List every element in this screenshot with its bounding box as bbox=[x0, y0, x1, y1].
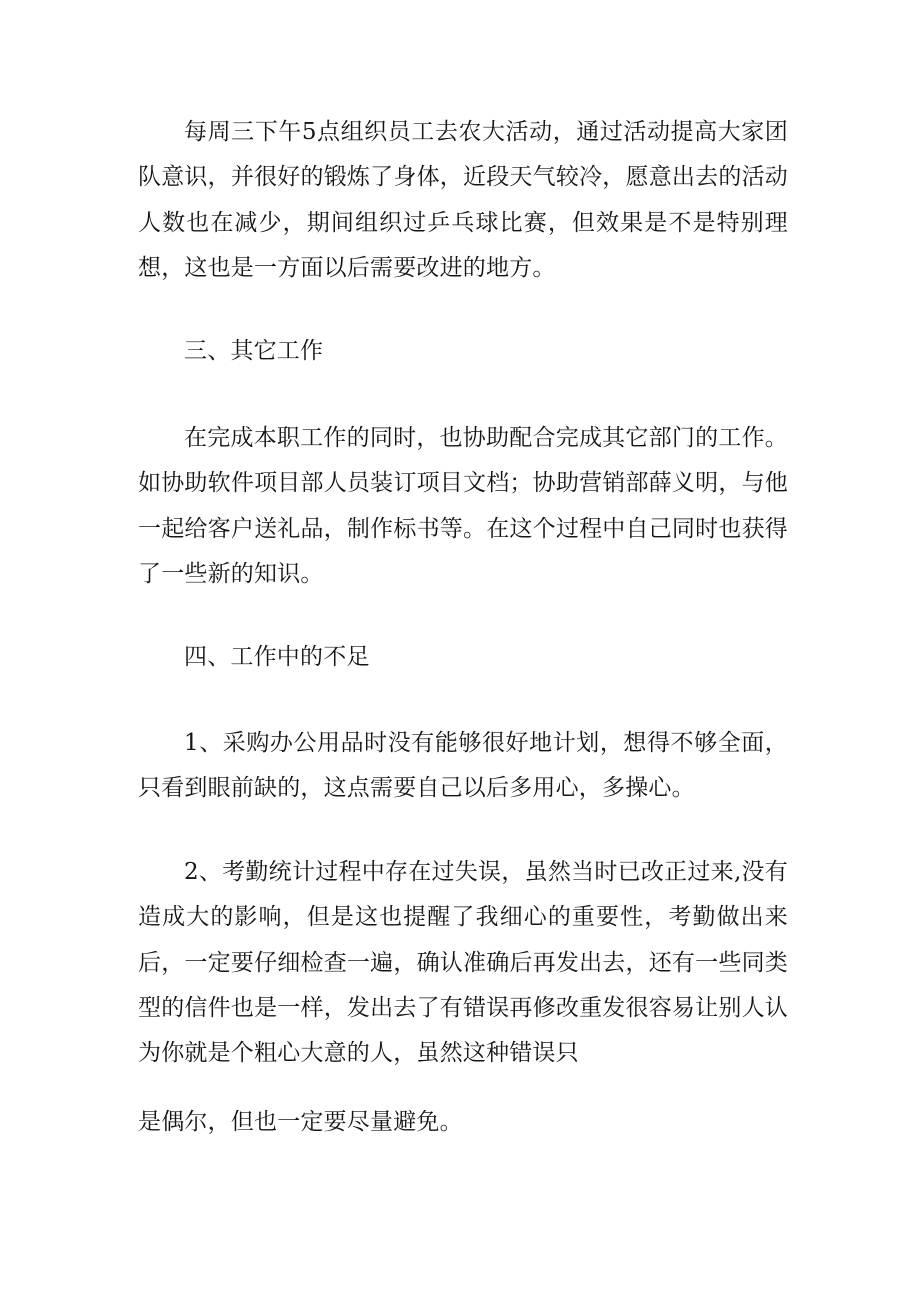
paragraph-other-work: 在完成本职工作的同时，也协助配合完成其它部门的工作。如协助软件项目部人员装订项目文档；协助营销部薛义明，与他一起给客户送礼品，制作标书等。在这个过程中自己同时也获得了一些新的知识。 bbox=[138, 425, 788, 587]
section-heading-shortcomings: 四、工作中的不足 bbox=[184, 644, 370, 670]
paragraph-shortcoming-1: 1、采购办公用品时没有能够很好地计划，想得不够全面，只看到眼前缺的，这点需要自己以后多用心，多操心。 bbox=[138, 730, 788, 802]
section-heading-other-work: 三、其它工作 bbox=[184, 338, 324, 364]
paragraph-continuation: 是偶尔，但也一定要尽量避免。 bbox=[138, 1109, 463, 1135]
paragraph-shortcoming-2: 2、考勤统计过程中存在过失误，虽然当时已改正过来,没有造成大的影响，但是这也提醒了我细心的重要性，考勤做出来后，一定要仔细检查一遍，确认准确后再发出去，还有一些同类型的信件也是一样，发出去了有错误再修改重发很容易让别人认为你就是个粗心大意的人，虽然这种错误只 bbox=[138, 859, 788, 1067]
paragraph-activity: 每周三下午5点组织员工去农大活动，通过活动提高大家团队意识，并很好的锻炼了身体，近段天气较冷，愿意出去的活动人数也在减少，期间组织过乒乓球比赛，但效果是不是特别理想，这也是一方面以后需要改进的地方。 bbox=[138, 119, 788, 281]
